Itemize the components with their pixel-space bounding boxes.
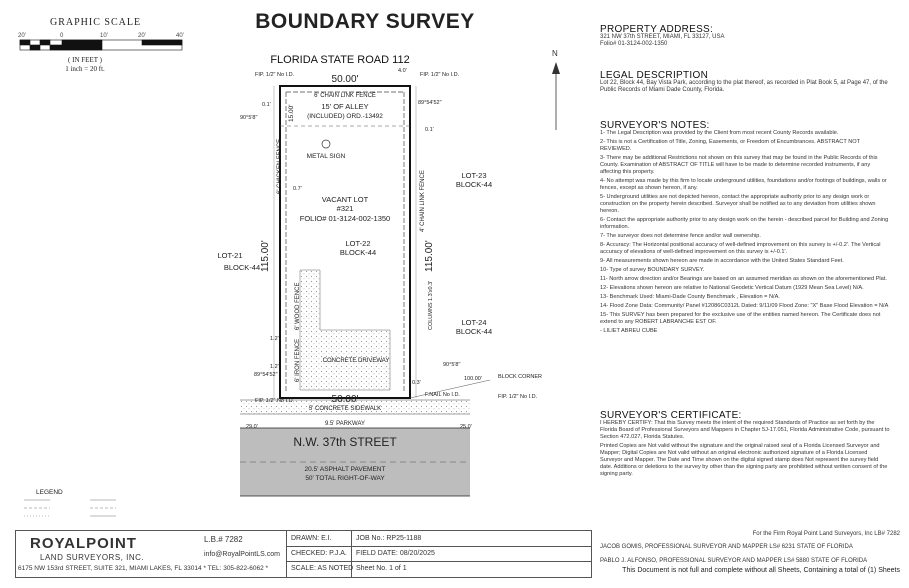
- lb-number: L.B.# 7282: [204, 535, 243, 544]
- metal-sign-label: METAL SIGN: [306, 153, 346, 160]
- dim-29: 29.0': [246, 424, 258, 430]
- note-item: 8- Accuracy: The Horizontal positional accuracy of well-defined improvement on this survey is +/-0.2'. The Vertical accuracy of elevations of well-defined improvement on this survey is +/-0.1'.: [600, 241, 881, 255]
- note-item: 6- Contact the appropriate authority prior to any design work on the herein - described parcel for Building and Zoning information.: [600, 216, 889, 230]
- note-item: 13- Benchmark Used: Miami-Dade County Benchmark , Elevation = N/A.: [600, 293, 780, 300]
- row-label: 50' TOTAL RIGHT-OF-WAY: [305, 475, 385, 482]
- sheet-number: Sheet No. 1 of 1: [356, 565, 407, 572]
- right-fence-label: 4' CHAIN LINK FENCE: [420, 170, 426, 232]
- driveway-label: CONCRETE DRIVEWAY: [322, 358, 390, 364]
- angle-top-right: 89°54'52": [418, 100, 442, 106]
- lot22-block: BLOCK-44: [339, 248, 377, 257]
- scale-tick-label: 40': [176, 33, 184, 39]
- company-email: info@RoyalPointLS.com: [204, 551, 280, 558]
- north-arrow-icon: [552, 62, 560, 130]
- fip-bottom-right: FIP. 1/2" No I.D.: [498, 394, 538, 400]
- note-item: 4- No attempt was made by this firm to locate underground utilities, foundations and/or footings of buildings, walls or fences, except as shown hereon, if any.: [600, 177, 887, 191]
- legal-description-section: [600, 72, 900, 95]
- certificate-section: [600, 412, 900, 480]
- driveway-area: [300, 270, 390, 390]
- note-item: 10- Type of survey BOUNDARY SURVEY.: [600, 266, 705, 273]
- property-address-heading: PROPERTY ADDRESS:: [600, 24, 714, 35]
- offset-03: 0.3': [412, 380, 421, 386]
- company-logo: ROYALPOINT: [30, 535, 137, 552]
- title-block: [15, 530, 592, 578]
- note-item: 1- The Legal Description was provided by the Client from most recent County Records available.: [600, 129, 839, 136]
- scale-unit: ( IN FEET ): [68, 56, 102, 64]
- angle-bottom-right: 90°5'8": [443, 362, 461, 368]
- alley-label: 15' OF ALLEY: [321, 102, 369, 111]
- pavement-label: 20.5' ASPHALT PAVEMENT: [304, 466, 386, 473]
- lot22-label: LOT-22: [345, 239, 371, 248]
- right-dimension: 115.00': [424, 240, 435, 272]
- street-label: N.W. 37th STREET: [293, 435, 397, 449]
- property-address-line1: 321 NW 37th STREET, MIAMI, FL 33127, USA: [600, 33, 725, 40]
- note-item: 7- The surveyor does not determine fence and/or wall ownership.: [600, 232, 761, 239]
- property-folio: Folio# 01-3124-002-1350: [600, 41, 668, 48]
- iron-fence-label: 6' IRON FENCE: [295, 338, 301, 382]
- folio-label: FOLIO# 01-3124-002-1350: [299, 214, 391, 223]
- certificate-heading: SURVEYOR'S CERTIFICATE:: [600, 410, 742, 421]
- angle-bottom-left: 89°54'52": [254, 372, 278, 378]
- notes-list: [600, 130, 900, 335]
- note-item: 15- This SURVEY has been prepared for the exclusive use of the entities named hereon. The Certificate does not extend to any ROBERT LABRANCHE EST OF.: [600, 311, 881, 325]
- fip-top-right: FIP. 1/2" No I.D.: [420, 72, 460, 78]
- fip-bottom-left: FIP. 1/2" No I.D.: [255, 398, 295, 404]
- block-corner-label: BLOCK CORNER: [498, 374, 543, 380]
- signature-jacob: JACOB GOMIS, PROFESSIONAL SURVEYOR AND MAPPER LS# 6231 STATE OF FLORIDA: [600, 544, 853, 550]
- scale-tick-label: 20': [138, 33, 146, 39]
- bottom-dimension: 50.00': [331, 394, 359, 405]
- company-subtitle: LAND SURVEYORS, INC.: [40, 553, 145, 562]
- offset-tr: 0.1': [425, 127, 434, 133]
- top-fence-label: 6' CHAIN LINK FENCE: [314, 93, 376, 99]
- certificate-p1: I HEREBY CERTIFY: That this Survey meets the intent of the required Standards of Practice as set forth by the Florida Board of Professional Surveyors and Mappers in Chapter 5J-17.051, Florida Administrative Code, pursuant to Section 472.027, Florida Statutes.: [600, 419, 890, 440]
- scale-field: SCALE: AS NOTED: [291, 565, 354, 572]
- legend-symbols: [24, 500, 116, 516]
- road-label: FLORIDA STATE ROAD 112: [270, 54, 410, 66]
- certificate-p2: Printed Copies are Not valid without the signature and the original raised seal of a Florida Licensed Surveyor and Mapper; Digital Copies are Not valid without an original electronic authorized signature of a Florida Licensed Surveyor and Mapper. The Date and Time shown on the digital signed stamp does Not represent the survey field date. Additions or deletions to the survey by other than the signing party are prohibited without written consent of the signing party.: [600, 442, 888, 477]
- firm-line: For the Firm Royal Point Land Surveyors, Inc LB# 7282: [752, 531, 900, 537]
- alley-dimension: 15.00': [288, 104, 295, 122]
- columns-label: COLUMNS 1.3'x0.3': [428, 280, 434, 330]
- legal-text: Lot 22, Block 44, Bay Vista Park, according to the plat thereof, as recorded in Plat Book 5, at Page 47, of the Public Records of Miami Dade County, Florida.: [600, 79, 888, 94]
- sidewalk-label: 5' CONCRETE SIDEWALK: [308, 406, 382, 412]
- chicken-fence-label: 6' CHICKEN FENCE: [277, 138, 283, 194]
- dim-25: 25.0': [460, 424, 472, 430]
- note-item: 14- Flood Zone Data: Community/ Panel #12086C0312L Dated: 9/11/09 Flood Zone: "X" Base Flood Elevation = N/A: [600, 302, 889, 309]
- lot-number: #321: [336, 204, 354, 213]
- lot23-label: LOT-23: [461, 171, 487, 180]
- scale-ratio: 1 inch = 20 ft.: [65, 65, 105, 73]
- notes-heading: SURVEYOR'S NOTES:: [600, 120, 710, 131]
- scale-tick-label: 10': [100, 33, 108, 39]
- surveyors-notes-section: [600, 122, 900, 337]
- offset-12b: 1.2': [270, 364, 279, 370]
- graphic-scale-title: GRAPHIC SCALE: [50, 17, 142, 28]
- field-date: FIELD DATE: 08/20/2025: [356, 550, 435, 557]
- lot21-label: LOT-21: [217, 251, 243, 260]
- vacant-lot-label: VACANT LOT: [321, 195, 369, 204]
- legal-heading: LEGAL DESCRIPTION: [600, 70, 709, 81]
- signature-pablo: PABLO J. ALFONSO, PROFESSIONAL SURVEYOR AND MAPPER LS# 5880 STATE OF FLORIDA: [600, 558, 868, 564]
- north-label: N: [552, 49, 558, 58]
- validity-note: This Document is not full and complete without all Sheets, Containing a total of (1) Sheets: [622, 567, 900, 574]
- scale-tick-label: 20': [18, 33, 26, 39]
- wood-fence-label: 6' WOOD FENCE: [295, 282, 301, 330]
- note-item: 9- All measurements shown hereon are made in accordance with the United States Standard Feet.: [600, 257, 844, 264]
- metal-sign-marker: [322, 140, 330, 148]
- fip-top-left: FIP. 1/2" No I.D.: [255, 72, 295, 78]
- angle-top-left: 90°5'8": [240, 115, 258, 121]
- lot23-block: BLOCK-44: [455, 180, 493, 189]
- parkway-label: 9.5' PARKWAY: [324, 421, 366, 427]
- legend-heading: LEGEND: [36, 489, 63, 496]
- offset-40: 4.0': [398, 68, 407, 74]
- lot24-label: LOT-24: [461, 318, 487, 327]
- drawn-by: DRAWN: E.I.: [291, 535, 332, 542]
- property-address-section: [600, 26, 900, 49]
- note-item: 12- Elevations shown hereon are relative to National Geodetic Vertical Datum (1929 Mean Sea Level) N/A.: [600, 284, 864, 291]
- checked-by: CHECKED: P.J.A.: [291, 550, 347, 557]
- offset-12a: 1.2': [270, 336, 279, 342]
- note-item: 5- Underground utilities are not depicted hereon, contact the appropriate authority prior to any design work or construction on the property herein described. Surveyor shall be notified as to any deviation from utilities shown hereon.: [600, 193, 876, 214]
- top-dimension: 50.00': [331, 74, 359, 85]
- alley-ordinance: (INCLUDED) ORD.-13492: [307, 113, 383, 120]
- lot21-block: BLOCK-44: [223, 263, 261, 272]
- page-title: BOUNDARY SURVEY: [255, 10, 475, 33]
- note-item: 3- There may be additional Restrictions not shown on this survey that may be found in the Public Records of this County. Examination of ABSTRACT OF TITLE will have to be made to determine recorded instruments, if any affecting this property.: [600, 154, 878, 175]
- offset-07: 0.7': [293, 186, 302, 192]
- corner-distance: 100.00': [464, 376, 482, 382]
- company-address: 6175 NW 153rd STREET, SUITE 321, MIAMI LAKES, FL 33014 * TEL: 305-822-6062 *: [18, 565, 269, 572]
- scale-tick-label: 0: [60, 33, 64, 39]
- fnail-label: F.NAIL No I.D.: [425, 392, 460, 398]
- note-item: 2- This is not a Certification of Title, Zoning, Easements, or Freedom of Encumbrances. ABSTRACT NOT REVIEWED.: [600, 138, 860, 152]
- job-number: JOB No.: RP25-1188: [356, 535, 422, 542]
- note-item: - LILIET ABREU CUBE: [600, 327, 658, 334]
- left-dimension: 115.00': [260, 240, 271, 272]
- offset-tl: 0.1': [262, 102, 271, 108]
- lot24-block: BLOCK-44: [455, 327, 493, 336]
- note-item: 11- North arrow direction and/or Bearings are based on an assumed meridian as shown on the aforementioned Plat.: [600, 275, 887, 282]
